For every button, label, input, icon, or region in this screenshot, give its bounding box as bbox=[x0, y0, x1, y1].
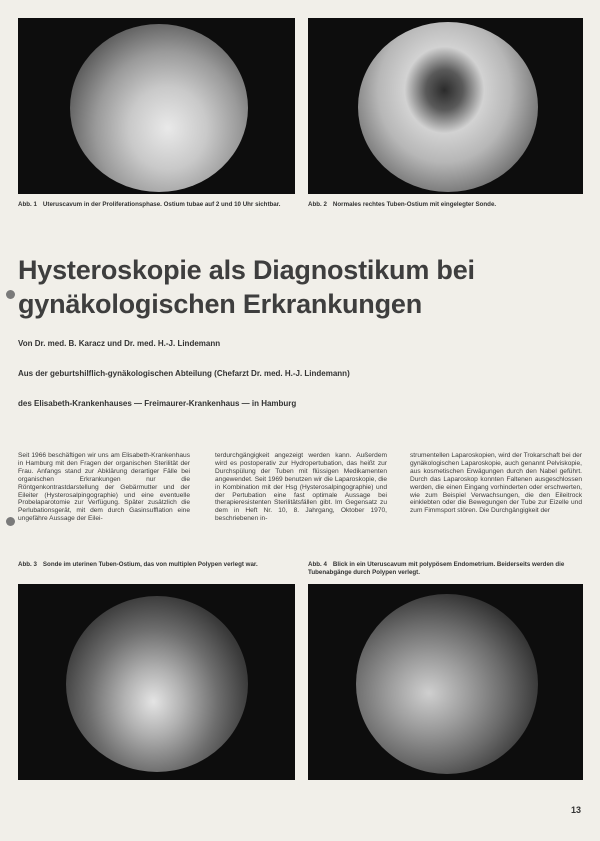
page-margin-dot bbox=[6, 517, 15, 526]
body-column-3: strumentellen Laparoskopien, wird der Trokarschaft bei der gynäkologischen Laparoskopie, auch genannt Pelviskopie, aus kosmetischen Erwägungen durch den Nabel geführt. Durch das Laparoskop konnten Faltenen ausgeschlossen werden, die einen Eingang vorhinderten oder erschwerten, wie zum Beispiel Verwachsungen, die den Eileitrock einklebten oder die Bewegungen der Tube zur Eizelle und zum Fimmsport stören. Die Durchgängigkeit der bbox=[410, 452, 582, 515]
figure-2-label: Abb. 2 bbox=[308, 201, 327, 208]
endoscopic-view bbox=[356, 594, 538, 774]
figure-3-caption bbox=[18, 561, 295, 569]
endoscopic-view bbox=[66, 596, 248, 772]
figure-1-caption bbox=[18, 201, 295, 209]
article-authors: Von Dr. med. B. Karacz und Dr. med. H.-J. Lindemann bbox=[18, 339, 221, 348]
article-title: Hysteroskopie als Diagnostikum bei gynäkologischen Erkrankungen bbox=[18, 255, 475, 319]
figure-4-text: Blick in ein Uteruscavum mit polypösem Endometrium. Beiderseits werden die Tubenabgänge durch Polypen verlegt. bbox=[308, 561, 565, 576]
figure-2-caption bbox=[308, 201, 583, 209]
figure-4-label: Abb. 4 bbox=[308, 561, 327, 568]
page-number: 13 bbox=[570, 805, 581, 815]
figure-3-text: Sonde im uterinen Tuben-Ostium, das von multiplen Polypen verlegt war. bbox=[42, 561, 258, 568]
page-margin-dot bbox=[6, 290, 15, 299]
figure-1-text: Uteruscavum in der Proliferationsphase. Ostium tubae auf 2 und 10 Uhr sichtbar. bbox=[42, 201, 281, 208]
figure-4-photo bbox=[308, 584, 583, 780]
article-department: Aus der geburtshilflich-gynäkologischen Abteilung (Chefarzt Dr. med. H.-J. Lindemann) bbox=[18, 369, 350, 378]
figure-1-label: Abb. 1 bbox=[18, 201, 37, 208]
article-hospital: des Elisabeth-Krankenhauses — Freimaurer-Krankenhaus — in Hamburg bbox=[18, 399, 297, 408]
endoscopic-view bbox=[70, 24, 248, 192]
figure-3-photo bbox=[18, 584, 295, 780]
figure-2-photo bbox=[308, 18, 583, 194]
body-column-1: Seit 1966 beschäftigen wir uns am Elisabeth-Krankenhaus in Hamburg mit den Fragen der organischen Sterilität der Frau. Anfangs stand zur Abklärung derartiger Fälle bei organischen Erkrankungen nur die Röntgenkontrastdarstellung der Gebärmutter und der Eileiter (Hysterosalpingographie) und eine eventuelle Probelaparotomie zur Verfügung. Später zusätzlich die Perlubationsgerät, mit dem durch Gasinsufflation eine ungefähre Aussage der Eilei- bbox=[18, 452, 190, 523]
endoscopic-view bbox=[358, 22, 538, 192]
figure-1-photo bbox=[18, 18, 295, 194]
figure-2-text: Normales rechtes Tuben-Ostium mit eingelegter Sonde. bbox=[332, 201, 497, 208]
figure-4-caption bbox=[308, 561, 583, 577]
body-column-2: terdurchgängigkeit angezeigt werden kann. Außerdem wird es postoperativ zur Hydropertubation, das heißt zur Durchspülung der Tuben mit flüssigen Medikamenten angewendet. Seit 1969 benutzen wir die Laparoskopie, die in Kombination mit der Hsg (Hysterosalpingographie) und der Pertubation eine fast optimale Aussage bei therapieresistenten Sterilitätsfällen gibt. Im Gegensatz zu dem in Heft Nr. 10, 8. Jahrgang, Oktober 1970, beschriebenen in- bbox=[215, 452, 387, 523]
figure-3-label: Abb. 3 bbox=[18, 561, 37, 568]
